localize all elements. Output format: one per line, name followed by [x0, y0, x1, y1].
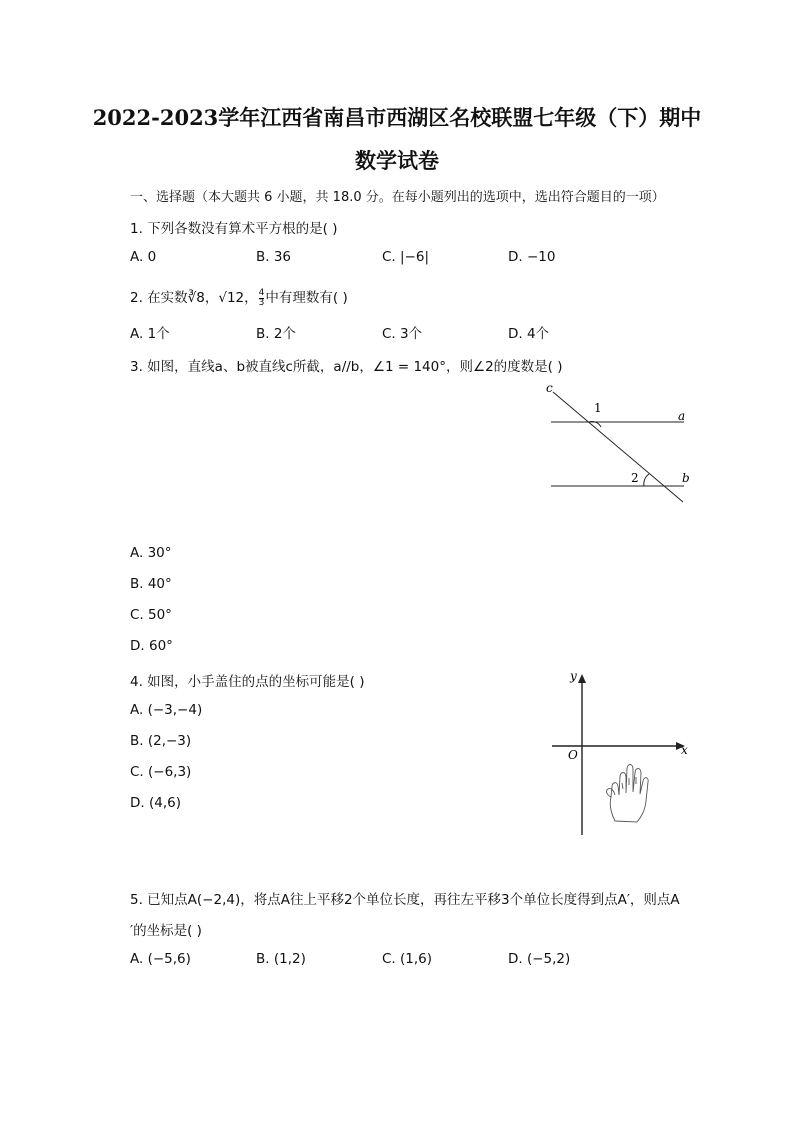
question-3-option-a[interactable]: A. 30° — [130, 545, 172, 561]
question-4-option-c[interactable]: C. (−6,3) — [130, 764, 192, 780]
question-2-stem-part-a: 2. 在实数∛8，√12， — [130, 290, 258, 306]
question-5-stem-line2: ′的坐标是( ) — [130, 923, 202, 939]
question-1-option-b[interactable]: B. 36 — [256, 249, 292, 265]
question-4-option-b[interactable]: B. (2,−3) — [130, 733, 192, 749]
section-heading: 一、选择题（本大题共 6 小题，共 18.0 分。在每小题列出的选项中，选出符合题目的一项） — [130, 190, 665, 205]
question-3-option-d[interactable]: D. 60° — [130, 638, 173, 654]
question-1-stem: 1. 下列各数没有算术平方根的是( ) — [130, 221, 338, 237]
question-2-fraction-denominator: 3 — [258, 297, 265, 308]
question-4-option-d[interactable]: D. (4,6) — [130, 795, 181, 811]
question-5-stem-line1: 5. 已知点A(−2,4)，将点A往上平移2个单位长度，再往左平移3个单位长度得到点A′，则点A — [130, 892, 680, 908]
question-2-stem-part-b: 中有理数有( ) — [265, 290, 348, 306]
question-5-option-a[interactable]: A. (−5,6) — [130, 951, 191, 967]
question-5-option-d[interactable]: D. (−5,2) — [508, 951, 571, 967]
label-2: 2 — [631, 471, 639, 485]
question-3-option-c[interactable]: C. 50° — [130, 607, 172, 623]
label-a: a — [678, 409, 686, 423]
page-title-line2: 数学试卷 — [355, 148, 439, 173]
question-3-figure — [540, 378, 700, 508]
label-origin: O — [568, 748, 578, 762]
question-3-stem: 3. 如图，直线a、b被直线c所截，a//b，∠1 = 140°，则∠2的度数是( ) — [130, 359, 563, 375]
question-5-option-c[interactable]: C. (1,6) — [382, 951, 433, 967]
label-1: 1 — [594, 401, 602, 415]
question-5-option-b[interactable]: B. (1,2) — [256, 951, 306, 967]
question-1-option-d[interactable]: D. −10 — [508, 249, 556, 265]
question-2-option-c[interactable]: C. 3个 — [382, 326, 423, 342]
question-2-option-d[interactable]: D. 4个 — [508, 326, 550, 342]
label-b: b — [682, 471, 690, 485]
question-1-option-a[interactable]: A. 0 — [130, 249, 157, 265]
question-2-fraction — [259, 289, 265, 308]
page-title-line1: 2022-2023学年江西省南昌市西湖区名校联盟七年级（下）期中 — [92, 105, 702, 130]
question-4-stem: 4. 如图，小手盖住的点的坐标可能是( ) — [130, 674, 365, 690]
question-1-option-c[interactable]: C. |−6| — [382, 249, 430, 265]
question-2-option-a[interactable]: A. 1个 — [130, 326, 170, 342]
question-4-figure — [545, 665, 695, 840]
y-axis-arrow — [578, 674, 586, 683]
question-3-option-b[interactable]: B. 40° — [130, 576, 172, 592]
question-2-option-b[interactable]: B. 2个 — [256, 326, 296, 342]
label-c: c — [546, 381, 553, 395]
hand-icon — [607, 765, 649, 823]
question-4-option-a[interactable]: A. (−3,−4) — [130, 702, 203, 718]
label-x: x — [681, 743, 688, 757]
question-2-stem — [130, 286, 348, 308]
angle-2-arc — [644, 474, 649, 486]
label-y: y — [570, 669, 577, 683]
question-2-fraction-numerator: 4 — [258, 287, 265, 298]
